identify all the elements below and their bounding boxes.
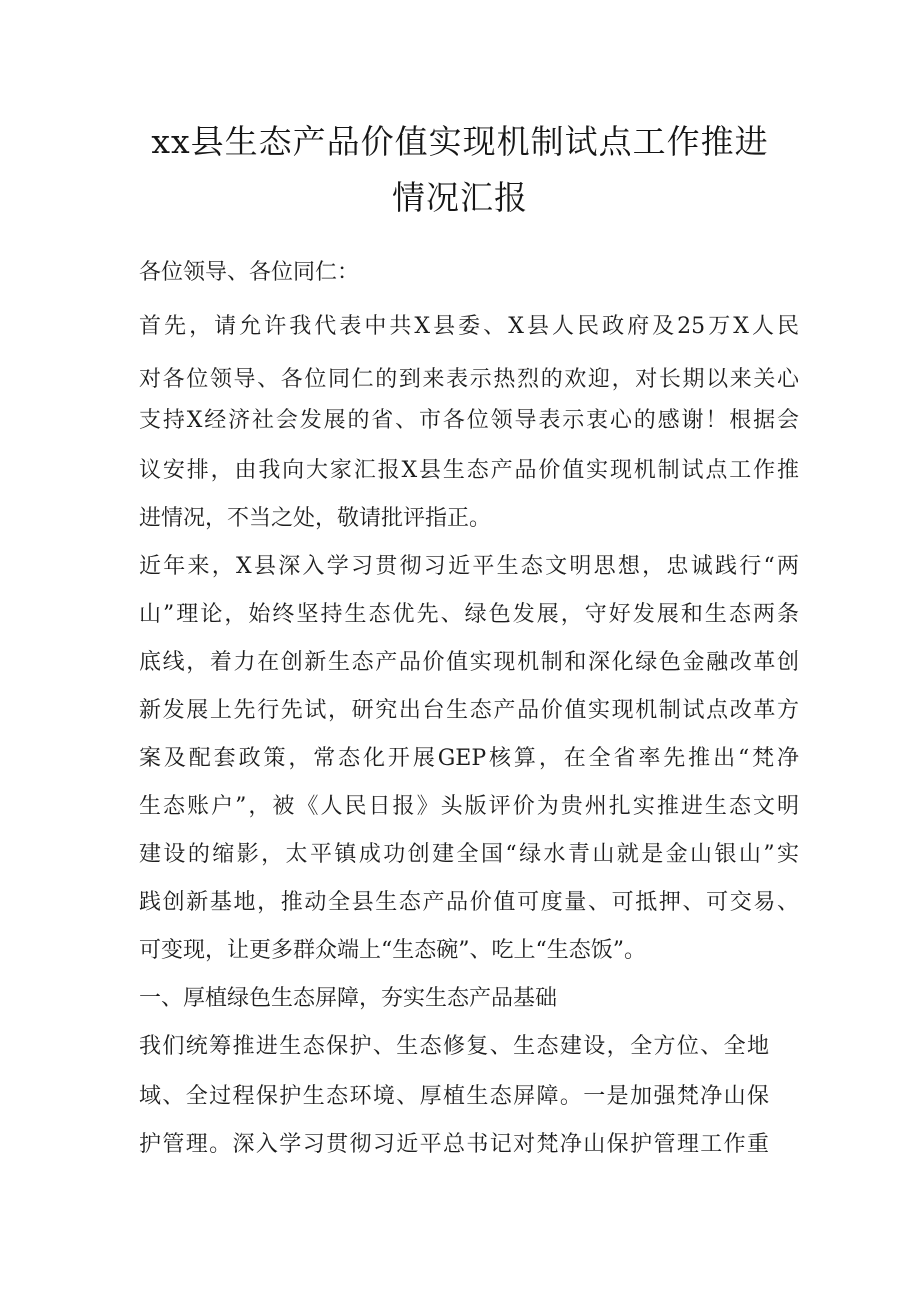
paragraph-line: 践创新基地，推动全县生态产品价值可度量、可抵押、可交易、 <box>139 890 799 915</box>
salutation: 各位领导、各位同仁： <box>139 260 360 285</box>
paragraph-line: 护管理。深入学习贯彻习近平总书记对梵净山保护管理工作重 <box>139 1132 769 1157</box>
paragraph-line: 可变现，让更多群众端上“生态碗”、吃上“生态饭”。 <box>139 938 646 963</box>
paragraph-line: 议安排，由我向大家汇报X县生态产品价值实现机制试点工作推 <box>139 458 799 483</box>
section-heading: 一、厚植绿色生态屏障，夯实生态产品基础 <box>139 986 558 1011</box>
paragraph-line: 山”理论，始终坚持生态优先、绿色发展，守好发展和生态两条 <box>139 602 799 627</box>
paragraph-line: 对各位领导、各位同仁的到来表示热烈的欢迎，对长期以来关心 <box>139 367 799 392</box>
paragraph-line: 域、全过程保护生态环境、厚植生态屏障。一是加强梵净山保 <box>139 1084 769 1109</box>
paragraph-line: 首先，请允许我代表中共X县委、X县人民政府及25万X人民 <box>139 314 799 339</box>
paragraph-line: 底线，着力在创新生态产品价值实现机制和深化绿色金融改革创 <box>139 650 799 675</box>
paragraph-line: 建设的缩影，太平镇成功创建全国“绿水青山就是金山银山”实 <box>139 842 799 867</box>
paragraph-line: 新发展上先行先试，研究出台生态产品价值实现机制试点改革方 <box>139 698 799 723</box>
paragraph-line: 案及配套政策，常态化开展GEP核算，在全省率先推出“梵净 <box>139 746 799 771</box>
paragraph-line: 支持X经济社会发展的省、市各位领导表示衷心的感谢！根据会 <box>139 408 799 433</box>
paragraph-line: 近年来，X县深入学习贯彻习近平生态文明思想，忠诚践行“两 <box>139 554 799 579</box>
document-title-line-2: 情况汇报 <box>392 178 528 217</box>
document-title-line-1: xx县生态产品价值实现机制试点工作推进 <box>151 122 769 161</box>
paragraph-line: 我们统筹推进生态保护、生态修复、生态建设，全方位、全地 <box>139 1034 769 1059</box>
paragraph-line: 进情况，不当之处，敬请批评指正。 <box>139 506 492 531</box>
paragraph-line: 生态账户”，被《人民日报》头版评价为贵州扎实推进生态文明 <box>139 794 799 819</box>
